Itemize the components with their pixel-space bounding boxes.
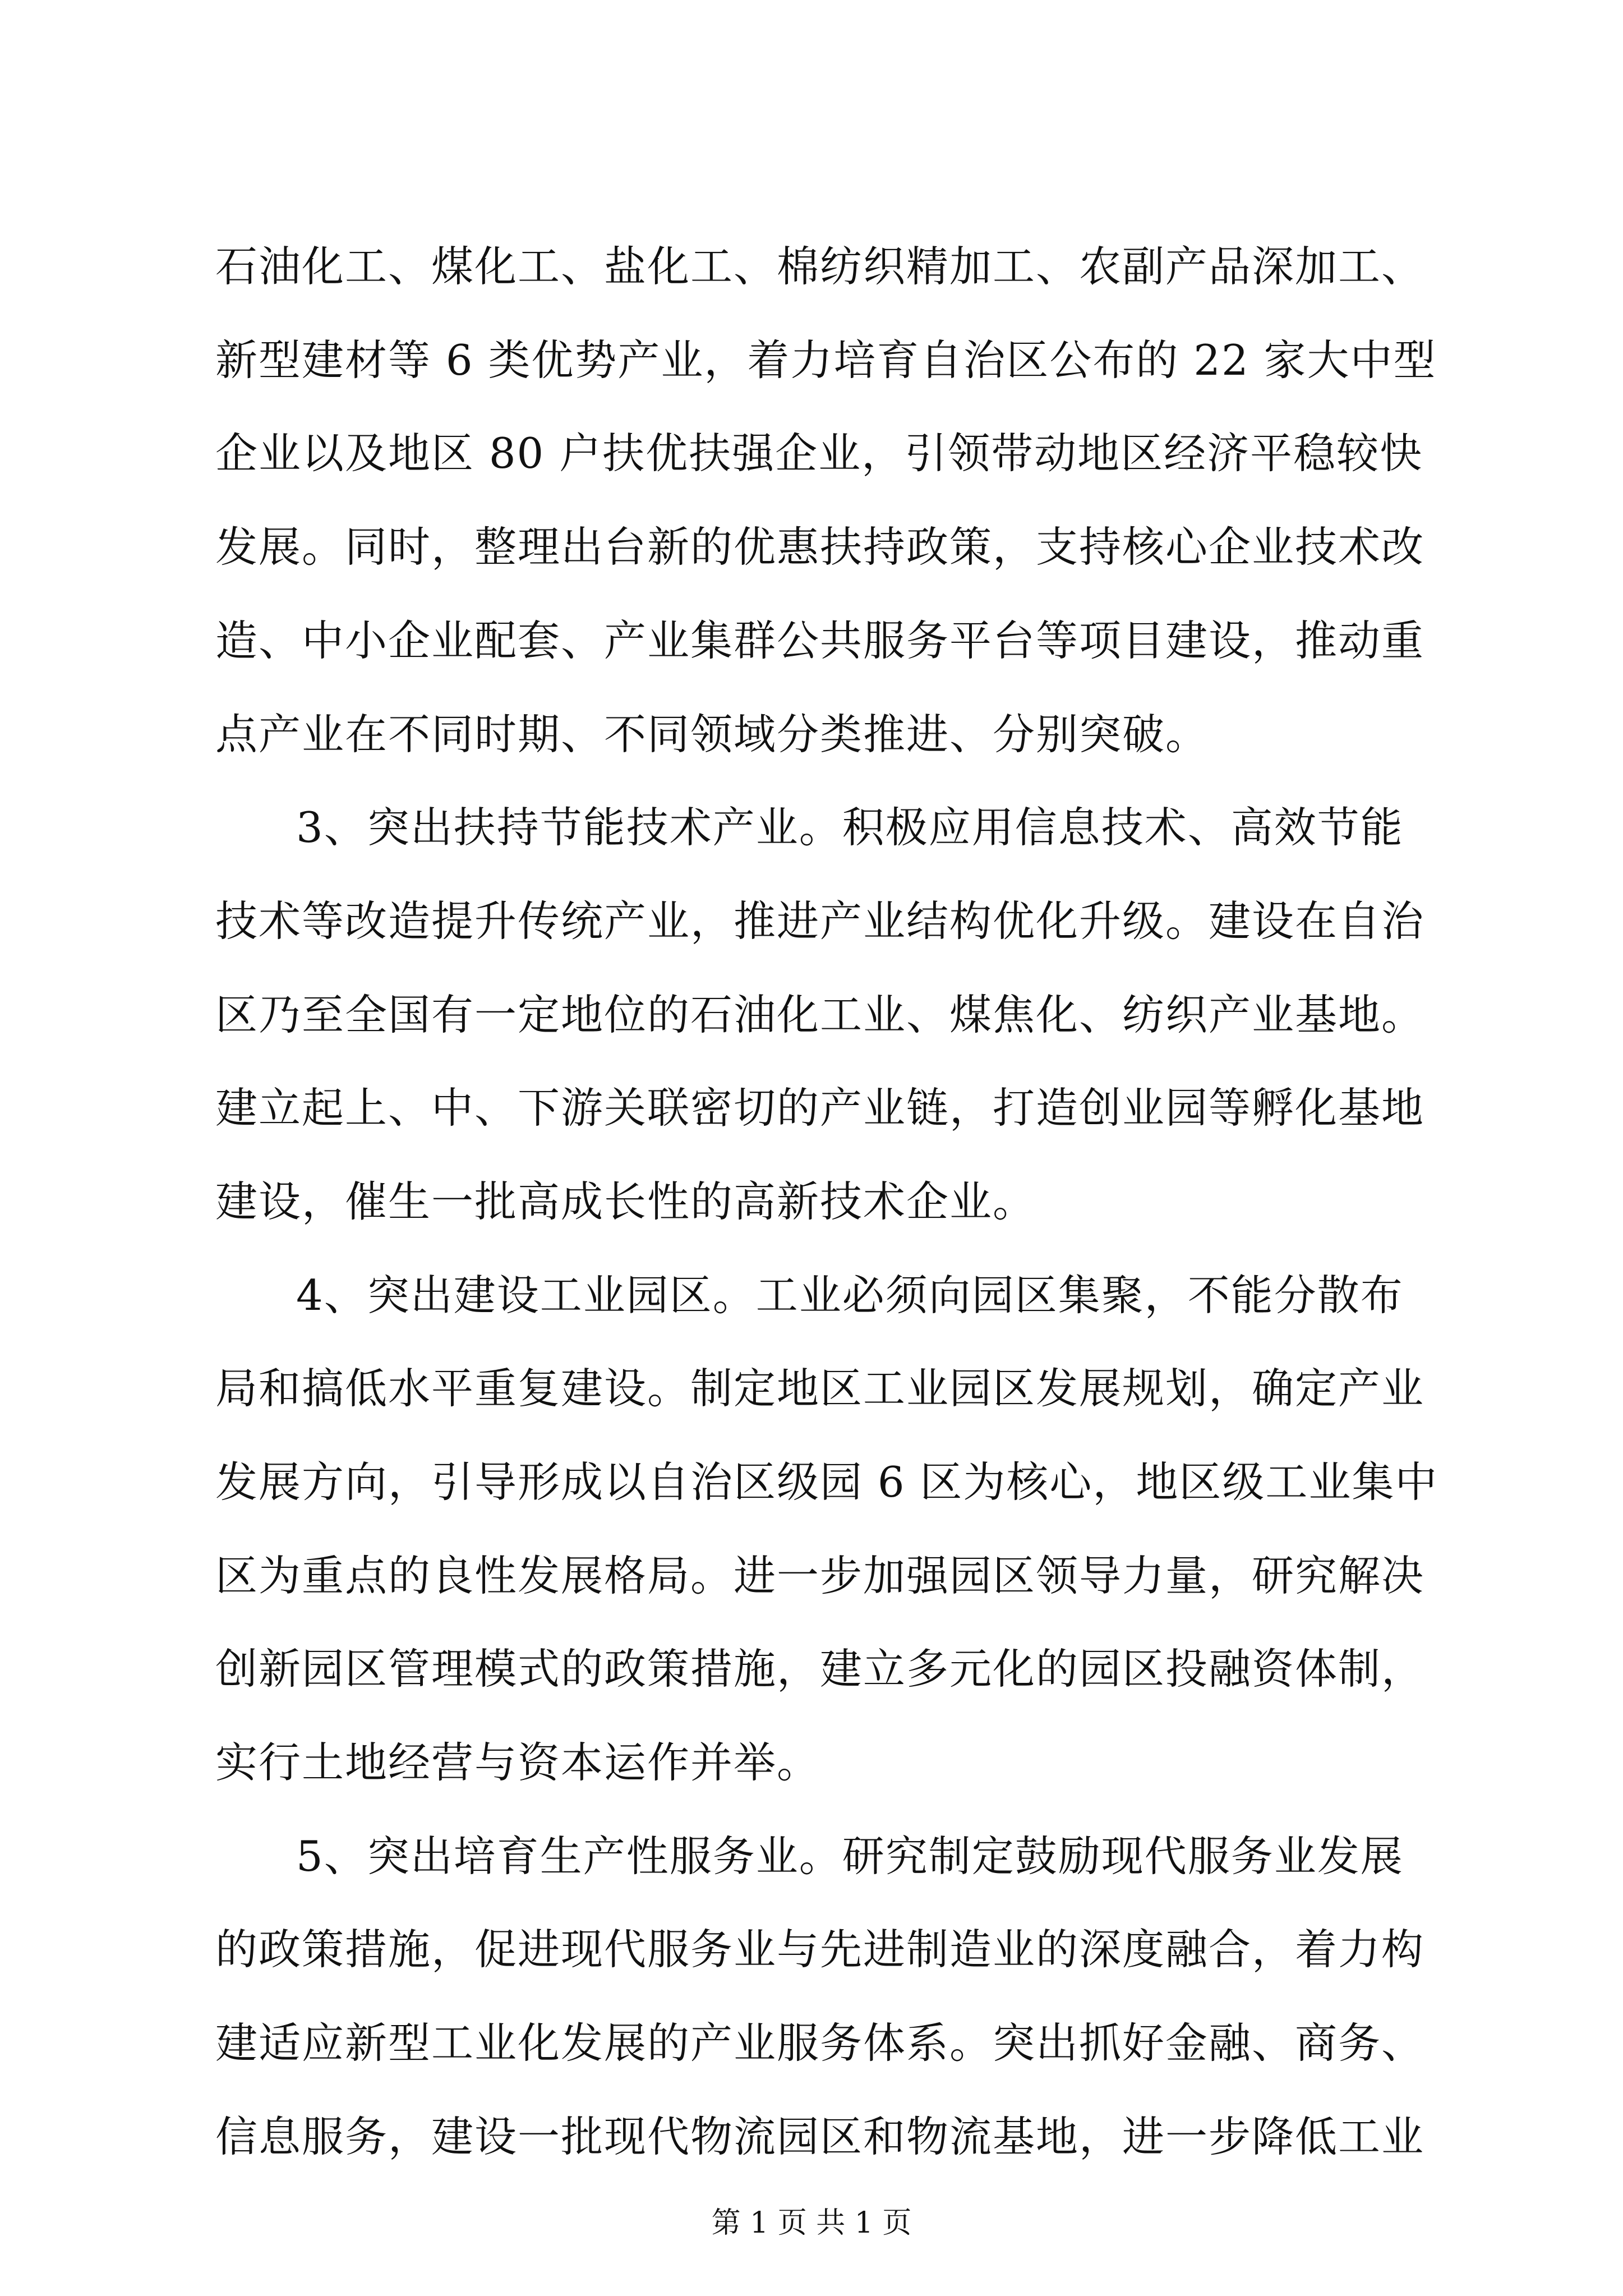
- paragraph-line: 技术等改造提升传统产业，推进产业结构优化升级。建设在自治: [215, 896, 1425, 946]
- paragraph-line: 区乃至全国有一定地位的石油化工业、煤焦化、纺织产业基地。: [215, 990, 1425, 1039]
- paragraph-line: 3、突出扶持节能技术产业。积极应用信息技术、高效节能: [296, 803, 1404, 852]
- paragraph-line: 点产业在不同时期、不同领域分类推进、分别突破。: [215, 710, 1209, 759]
- paragraph-line: 区为重点的良性发展格局。进一步加强园区领导力量，研究解决: [215, 1551, 1425, 1600]
- paragraph-line: 发展方向，引导形成以自治区级园 6 区为核心，地区级工业集中: [215, 1457, 1438, 1507]
- paragraph-line: 造、中小企业配套、产业集群公共服务平台等项目建设，推动重: [215, 616, 1425, 665]
- paragraph-line: 建立起上、中、下游关联密切的产业链，打造创业园等孵化基地: [215, 1083, 1425, 1133]
- paragraph-line: 局和搞低水平重复建设。制定地区工业园区发展规划，确定产业: [215, 1364, 1425, 1413]
- paragraph-line: 信息服务，建设一批现代物流园区和物流基地，进一步降低工业: [215, 2112, 1425, 2161]
- page-footer: 第 1 页 共 1 页: [711, 2206, 912, 2240]
- paragraph-line: 建设，催生一批高成长性的高新技术企业。: [215, 1177, 1036, 1226]
- paragraph-line: 5、突出培育生产性服务业。研究制定鼓励现代服务业发展: [296, 1832, 1404, 1881]
- paragraph-line: 4、突出建设工业园区。工业必须向园区集聚，不能分散布: [296, 1271, 1404, 1320]
- paragraph-line: 实行土地经营与资本运作并举。: [215, 1738, 820, 1787]
- paragraph-line: 创新园区管理模式的政策措施，建立多元化的园区投融资体制，: [215, 1644, 1425, 1694]
- paragraph-line: 企业以及地区 80 户扶优扶强企业，引领带动地区经济平稳较快: [215, 429, 1423, 478]
- paragraph-line: 发展。同时，整理出台新的优惠扶持政策，支持核心企业技术改: [215, 522, 1425, 572]
- paragraph-line: 建适应新型工业化发展的产业服务体系。突出抓好金融、商务、: [215, 2018, 1425, 2068]
- paragraph-line: 新型建材等 6 类优势产业，着力培育自治区公布的 22 家大中型: [215, 335, 1437, 385]
- paragraph-line: 石油化工、煤化工、盐化工、棉纺织精加工、农副产品深加工、: [215, 242, 1425, 291]
- paragraph-line: 的政策措施，促进现代服务业与先进制造业的深度融合，着力构: [215, 1925, 1425, 1974]
